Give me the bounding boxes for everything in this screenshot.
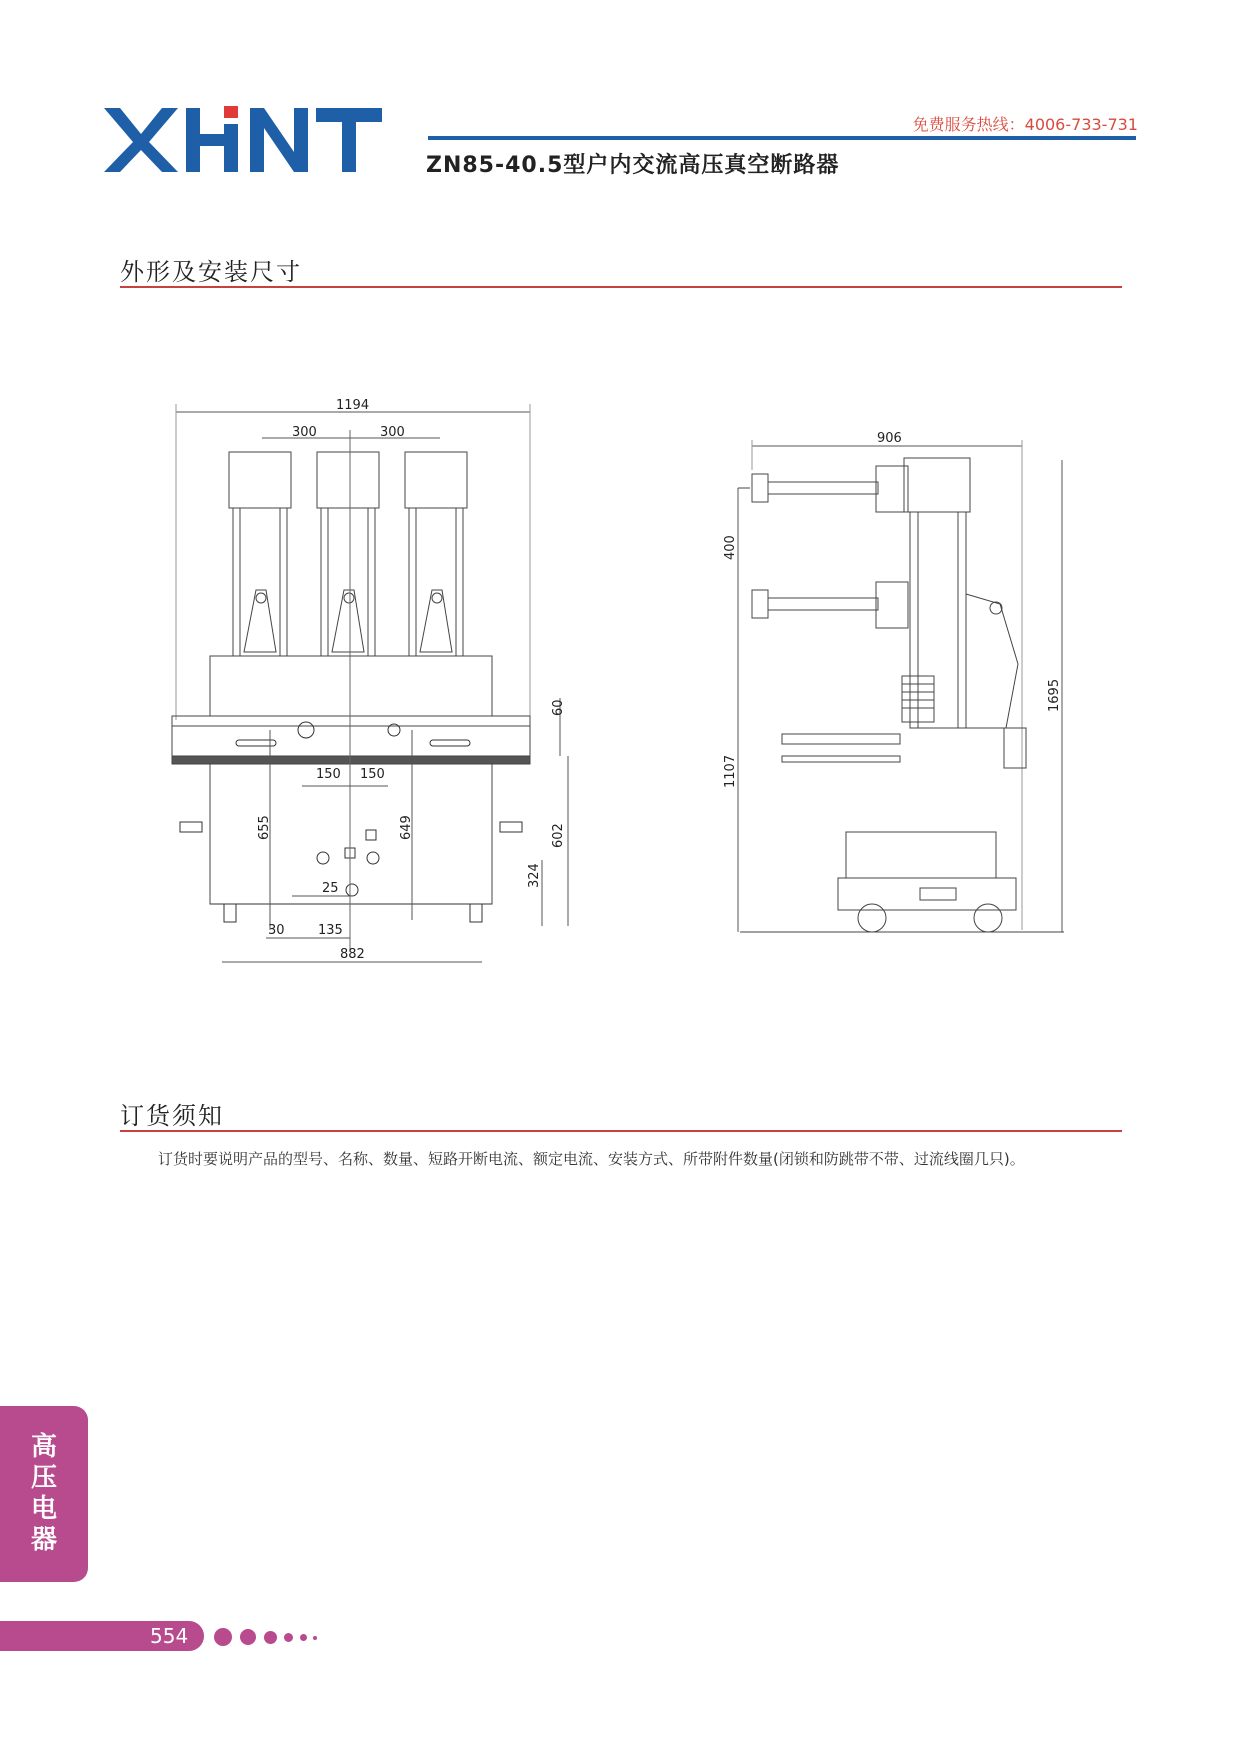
outline-drawing: [0, 380, 1240, 980]
dim-total-height: 1695: [1047, 678, 1062, 712]
decor-dot: [300, 1634, 307, 1641]
section-rule-outline: [120, 286, 1122, 288]
order-instructions: 订货时要说明产品的型号、名称、数量、短路开断电流、额定电流、安装方式、所带附件数量(闭锁和防跳带不带、过流线圈几只)。: [158, 1150, 1025, 1168]
front-view: [172, 404, 568, 962]
brand-logo: [104, 104, 384, 176]
dim-height-324: 324: [527, 863, 542, 888]
dim-base-width: 882: [340, 947, 365, 962]
dim-depth: 906: [877, 431, 902, 446]
side-tab-char: 压: [30, 1463, 57, 1493]
side-tab-char: 高: [30, 1432, 57, 1462]
dim-rail-height: 60: [551, 699, 566, 716]
side-tab-char: 电: [30, 1494, 57, 1524]
dim-overall-width: 1194: [336, 398, 370, 413]
dim-offset-135: 135: [318, 923, 343, 938]
dim-offset-30: 30: [268, 923, 285, 938]
decor-dot: [284, 1633, 293, 1642]
service-hotline: 免费服务热线：4006-733-731: [912, 115, 1138, 134]
dim-height-649: 649: [399, 815, 414, 840]
decor-dot: [264, 1631, 277, 1644]
decor-dot: [313, 1636, 317, 1640]
category-side-tab: [0, 1406, 88, 1582]
side-tab-char: 器: [30, 1525, 57, 1555]
side-view: [738, 440, 1064, 932]
section-rule-order: [120, 1130, 1122, 1132]
page-number: 554: [150, 1624, 189, 1648]
dim-mech-left: 150: [316, 767, 341, 782]
decor-dot: [240, 1629, 256, 1645]
section-title-outline: 外形及安装尺寸: [120, 258, 302, 286]
dim-offset-25: 25: [322, 881, 339, 896]
document-title: ZN85-40.5型户内交流高压真空断路器: [426, 153, 840, 178]
dim-mech-right: 150: [360, 767, 385, 782]
dim-lower-height: 1107: [723, 754, 738, 788]
dim-terminal-spacing: 400: [723, 535, 738, 560]
dim-height-602: 602: [551, 823, 566, 848]
dim-pole-spacing-left: 300: [292, 425, 317, 440]
dim-height-655: 655: [257, 815, 272, 840]
header-rule: [428, 136, 1136, 140]
decor-dot: [214, 1628, 232, 1646]
section-title-order: 订货须知: [120, 1102, 224, 1130]
dim-pole-spacing-right: 300: [380, 425, 405, 440]
